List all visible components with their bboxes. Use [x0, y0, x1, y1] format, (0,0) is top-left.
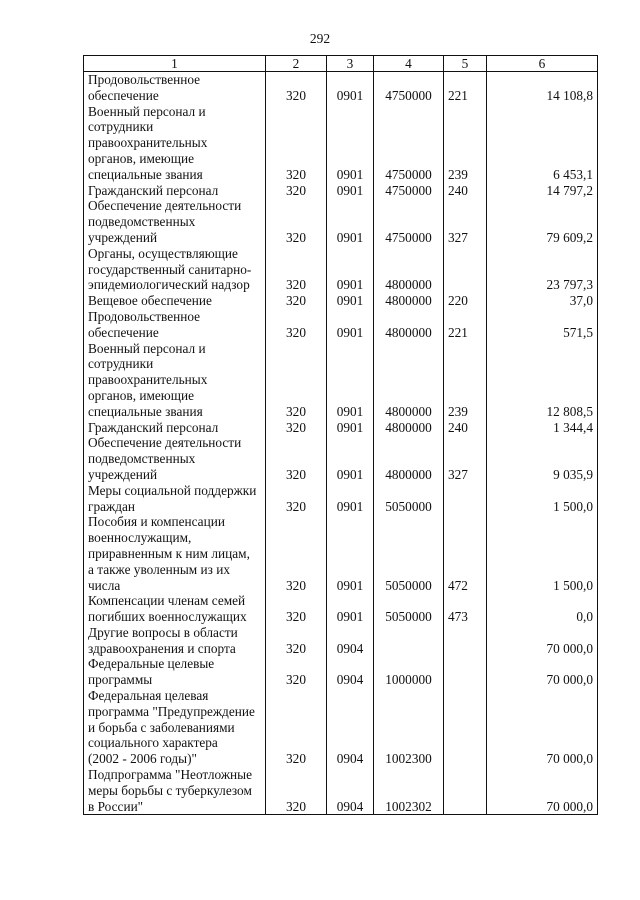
item-name: Подпрограмма "Неотложные меры борьбы с туберкулезом в России"	[84, 767, 266, 815]
item-name: Гражданский персонал	[84, 183, 266, 199]
table-row	[84, 688, 598, 767]
expense-type-code: 239	[444, 104, 487, 183]
target-article-code: 4800000	[374, 309, 444, 341]
target-article-code: 5050000	[374, 483, 444, 515]
section-code: 0901	[327, 420, 374, 436]
budget-table	[83, 55, 598, 815]
column-header: 5	[444, 56, 487, 72]
item-name: Компенсации членам семей погибших военнослужащих	[84, 593, 266, 625]
table-row	[84, 309, 598, 341]
ministry-code: 320	[266, 198, 327, 245]
expense-type-code	[444, 688, 487, 767]
item-name: Пособия и компенсации военнослужащим, приравненным к ним лицам, а также уволенным из их числа	[84, 514, 266, 593]
amount: 23 797,3	[487, 246, 598, 293]
section-code: 0901	[327, 341, 374, 420]
expense-type-code: 327	[444, 435, 487, 482]
table-row	[84, 183, 598, 199]
expense-type-code	[444, 625, 487, 657]
ministry-code: 320	[266, 309, 327, 341]
target-article-code: 4800000	[374, 341, 444, 420]
section-code: 0904	[327, 656, 374, 688]
table-body	[84, 72, 598, 815]
expense-type-code: 240	[444, 183, 487, 199]
section-code: 0904	[327, 767, 374, 815]
section-code: 0904	[327, 625, 374, 657]
section-code: 0901	[327, 483, 374, 515]
ministry-code: 320	[266, 420, 327, 436]
expense-type-code: 327	[444, 198, 487, 245]
column-header: 2	[266, 56, 327, 72]
target-article-code: 1000000	[374, 656, 444, 688]
amount: 37,0	[487, 293, 598, 309]
expense-type-code	[444, 767, 487, 815]
target-article-code: 4800000	[374, 293, 444, 309]
target-article-code	[374, 625, 444, 657]
amount: 14 797,2	[487, 183, 598, 199]
amount: 12 808,5	[487, 341, 598, 420]
column-header: 1	[84, 56, 266, 72]
amount: 70 000,0	[487, 656, 598, 688]
page-number: 292	[309, 31, 331, 46]
amount: 70 000,0	[487, 625, 598, 657]
item-name: Обеспечение деятельности подведомственных учреждений	[84, 198, 266, 245]
expense-type-code: 221	[444, 309, 487, 341]
target-article-code: 4800000	[374, 420, 444, 436]
ministry-code: 320	[266, 688, 327, 767]
ministry-code: 320	[266, 514, 327, 593]
target-article-code: 4800000	[374, 246, 444, 293]
expense-type-code: 239	[444, 341, 487, 420]
column-header: 6	[487, 56, 598, 72]
expense-type-code	[444, 246, 487, 293]
table-row	[84, 593, 598, 625]
section-code: 0901	[327, 435, 374, 482]
item-name: Военный персонал и сотрудники правоохранительных органов, имеющие специальные звания	[84, 341, 266, 420]
target-article-code: 4750000	[374, 198, 444, 245]
target-article-code: 4750000	[374, 183, 444, 199]
expense-type-code: 240	[444, 420, 487, 436]
table-row	[84, 104, 598, 183]
section-code: 0901	[327, 183, 374, 199]
ministry-code: 320	[266, 483, 327, 515]
ministry-code: 320	[266, 656, 327, 688]
section-code: 0904	[327, 688, 374, 767]
target-article-code: 4750000	[374, 72, 444, 104]
column-header: 4	[374, 56, 444, 72]
amount: 70 000,0	[487, 688, 598, 767]
table-row	[84, 420, 598, 436]
target-article-code: 5050000	[374, 514, 444, 593]
section-code: 0901	[327, 198, 374, 245]
section-code: 0901	[327, 72, 374, 104]
amount: 6 453,1	[487, 104, 598, 183]
amount: 1 500,0	[487, 514, 598, 593]
item-name: Органы, осуществляющие государственный санитарно- эпидемиологический надзор	[84, 246, 266, 293]
section-code: 0901	[327, 246, 374, 293]
table-header-row	[84, 56, 598, 72]
table-row	[84, 293, 598, 309]
ministry-code: 320	[266, 72, 327, 104]
ministry-code: 320	[266, 104, 327, 183]
table-row	[84, 483, 598, 515]
column-header: 3	[327, 56, 374, 72]
target-article-code: 1002300	[374, 688, 444, 767]
amount: 1 500,0	[487, 483, 598, 515]
item-name: Федеральные целевые программы	[84, 656, 266, 688]
amount: 1 344,4	[487, 420, 598, 436]
item-name: Продовольственное обеспечение	[84, 72, 266, 104]
expense-type-code: 221	[444, 72, 487, 104]
item-name: Вещевое обеспечение	[84, 293, 266, 309]
ministry-code: 320	[266, 246, 327, 293]
ministry-code: 320	[266, 293, 327, 309]
target-article-code: 1002302	[374, 767, 444, 815]
section-code: 0901	[327, 514, 374, 593]
amount: 70 000,0	[487, 767, 598, 815]
amount: 571,5	[487, 309, 598, 341]
item-name: Другие вопросы в области здравоохранения и спорта	[84, 625, 266, 657]
ministry-code: 320	[266, 767, 327, 815]
ministry-code: 320	[266, 183, 327, 199]
expense-type-code: 473	[444, 593, 487, 625]
item-name: Военный персонал и сотрудники правоохранительных органов, имеющие специальные звания	[84, 104, 266, 183]
target-article-code: 5050000	[374, 593, 444, 625]
ministry-code: 320	[266, 593, 327, 625]
section-code: 0901	[327, 593, 374, 625]
item-name: Меры социальной поддержки граждан	[84, 483, 266, 515]
table-row	[84, 514, 598, 593]
table-row	[84, 625, 598, 657]
table-row	[84, 435, 598, 482]
section-code: 0901	[327, 309, 374, 341]
item-name: Обеспечение деятельности подведомственных учреждений	[84, 435, 266, 482]
target-article-code: 4750000	[374, 104, 444, 183]
section-code: 0901	[327, 293, 374, 309]
table-row	[84, 198, 598, 245]
expense-type-code: 220	[444, 293, 487, 309]
table-row	[84, 341, 598, 420]
ministry-code: 320	[266, 341, 327, 420]
section-code: 0901	[327, 104, 374, 183]
item-name: Гражданский персонал	[84, 420, 266, 436]
target-article-code: 4800000	[374, 435, 444, 482]
table-row	[84, 767, 598, 815]
table-row	[84, 72, 598, 104]
table-row	[84, 246, 598, 293]
amount: 79 609,2	[487, 198, 598, 245]
ministry-code: 320	[266, 625, 327, 657]
item-name: Федеральная целевая программа "Предупреждение и борьба с заболеваниями социального характера (2002 - 2006 годы)"	[84, 688, 266, 767]
expense-type-code	[444, 656, 487, 688]
amount: 0,0	[487, 593, 598, 625]
expense-type-code	[444, 483, 487, 515]
table-row	[84, 656, 598, 688]
item-name: Продовольственное обеспечение	[84, 309, 266, 341]
amount: 14 108,8	[487, 72, 598, 104]
expense-type-code: 472	[444, 514, 487, 593]
ministry-code: 320	[266, 435, 327, 482]
amount: 9 035,9	[487, 435, 598, 482]
